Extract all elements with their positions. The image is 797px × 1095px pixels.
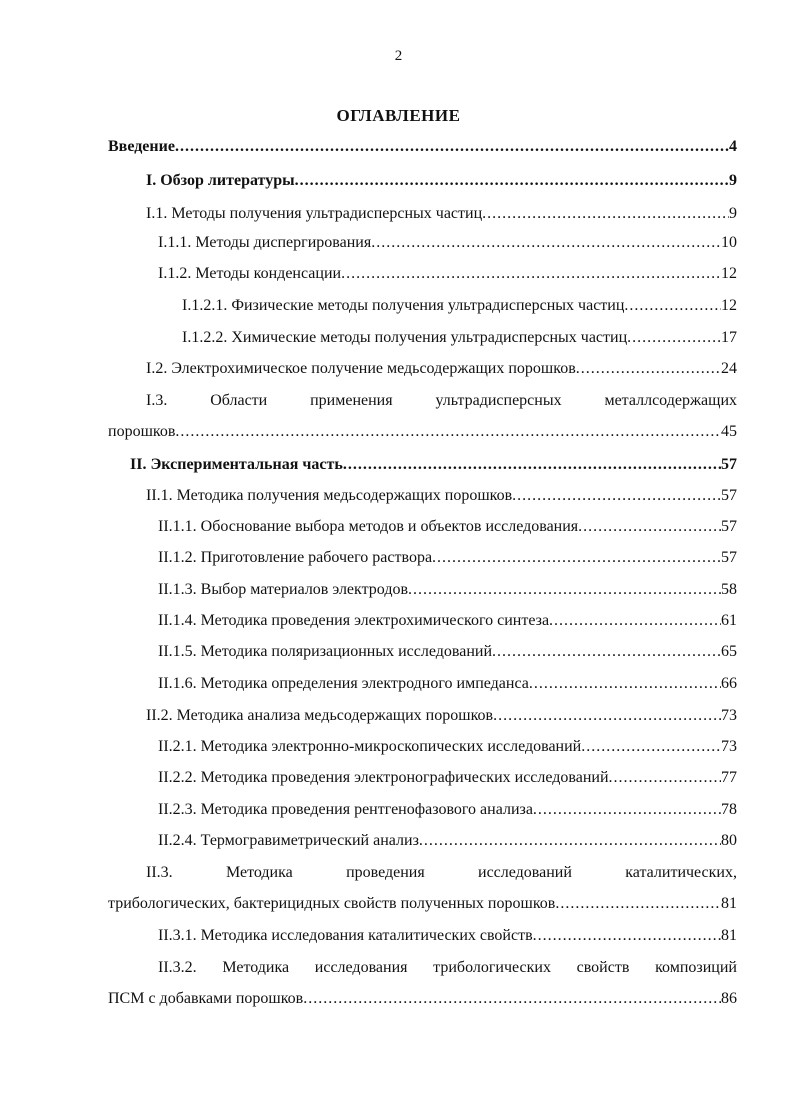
toc-entry-introduction (108, 136, 737, 158)
toc-entry-page: 73 (721, 707, 737, 724)
dot-leader (549, 610, 721, 632)
toc-entry-page: 77 (721, 769, 737, 786)
toc-word: применения (310, 392, 393, 409)
toc-entry-2-1-1 (158, 516, 737, 538)
toc-entry-2-3-2-line1 (158, 957, 737, 979)
toc-entry-2-2-1 (158, 736, 737, 758)
toc-entry-2-3-2-line2 (108, 988, 737, 1010)
toc-entry-1-2 (146, 358, 737, 380)
toc-entry-page: 57 (721, 549, 737, 566)
toc-word: Методика (222, 959, 290, 976)
toc-entry-label: II.1. Методика получения медьсодержащих порошков (146, 487, 513, 504)
toc-word: II.3.2. (158, 959, 197, 976)
toc-entry-2-1 (146, 485, 737, 507)
toc-word: исследований (478, 864, 572, 881)
toc-entry-2-2-4 (158, 830, 737, 852)
toc-entry-2-3-line2 (108, 893, 737, 915)
toc-entry-page: 80 (721, 832, 737, 849)
toc-word: композиций (655, 959, 737, 976)
dot-leader (624, 295, 721, 317)
toc-entry-label: I.2. Электрохимическое получение медьсодержащих порошков (146, 360, 576, 377)
toc-title: ОГЛАВЛЕНИЕ (336, 106, 461, 125)
toc-entry-2-1-2 (158, 547, 737, 569)
toc-word: II.3. (146, 864, 173, 881)
toc-word: проведения (346, 864, 425, 881)
dot-leader (432, 547, 721, 569)
toc-entry-1-1-1 (158, 232, 737, 254)
toc-entry-page: 45 (721, 423, 737, 440)
dot-leader (371, 232, 721, 254)
toc-entry-chapter-2 (130, 454, 737, 476)
toc-entry-page: 73 (721, 738, 737, 755)
toc-entry-page: 12 (721, 297, 737, 314)
toc-entry-page: 57 (721, 487, 737, 504)
dot-leader (627, 327, 721, 349)
dot-leader (581, 736, 721, 758)
toc-entry-page: 57 (721, 456, 737, 473)
dot-leader (576, 358, 721, 380)
dot-leader (341, 263, 721, 285)
toc-entry-page: 10 (721, 234, 737, 251)
toc-entry-label: II.2. Методика анализа медьсодержащих порошков (146, 707, 494, 724)
toc-entry-2-2-3 (158, 799, 737, 821)
toc-word: трибологических (433, 959, 551, 976)
toc-entry-page: 24 (721, 360, 737, 377)
toc-entry-label: II.1.5. Методика поляризационных исследований (158, 643, 493, 660)
toc-entry-page: 81 (721, 927, 737, 944)
dot-leader (533, 799, 721, 821)
dot-leader (493, 705, 721, 727)
toc-word: Методика (225, 864, 293, 881)
toc-entry-label: II.2.2. Методика проведения электронографических исследований (158, 769, 609, 786)
toc-entry-2-2-2 (158, 767, 737, 789)
dot-leader (555, 893, 721, 915)
toc-entry-page: 81 (721, 895, 737, 912)
dot-leader (512, 485, 721, 507)
dot-leader (295, 170, 729, 192)
toc-entry-1-3-line2 (108, 421, 737, 443)
toc-entry-1-1-2-2 (182, 327, 737, 349)
toc-entry-1-1-2 (158, 263, 737, 285)
toc-entry-2-3-1 (158, 925, 737, 947)
toc-entry-page: 61 (721, 612, 737, 629)
toc-entry-label: II.1.2. Приготовление рабочего раствора (158, 549, 433, 566)
toc-entry-2-3-line1 (146, 862, 737, 884)
toc-entry-page: 86 (721, 990, 737, 1007)
dot-leader (408, 579, 721, 601)
toc-entry-page: 57 (721, 518, 737, 535)
dot-leader (492, 641, 721, 663)
toc-entry-2-1-3 (158, 579, 737, 601)
toc-word: Области (210, 392, 268, 409)
toc-entry-2-1-4 (158, 610, 737, 632)
toc-entry-2-1-5 (158, 641, 737, 663)
toc-word: исследования (314, 959, 408, 976)
toc-entry-label: II.1.3. Выбор материалов электродов (158, 581, 409, 598)
toc-word: ультрадисперсных (435, 392, 562, 409)
toc-entry-label: I.1. Методы получения ультрадисперсных частиц (146, 205, 483, 222)
toc-word: каталитических, (625, 864, 737, 881)
toc-word: I.3. (146, 392, 168, 409)
toc-entry-2-1-6 (158, 673, 737, 695)
dot-leader (609, 767, 721, 789)
toc-entry-chapter-1 (146, 170, 737, 192)
dot-leader (175, 136, 729, 158)
toc-entry-label: II.1.6. Методика определения электродного импеданса (158, 675, 529, 692)
toc-entry-page: 4 (729, 138, 737, 155)
toc-entry-2-2 (146, 705, 737, 727)
dot-leader (343, 454, 721, 476)
toc-entry-page: 78 (721, 801, 737, 818)
toc-entry-label: II.2.4. Термогравиметрический анализ (158, 832, 419, 849)
toc-entry-page: 66 (721, 675, 737, 692)
page-number: 2 (394, 48, 403, 64)
toc-entry-1-1-2-1 (182, 295, 737, 317)
toc-entry-label: II.3.1. Методика исследования каталитических свойств (158, 927, 533, 944)
toc-entry-page: 17 (721, 329, 737, 346)
toc-entry-label: II. Экспериментальная часть (130, 456, 343, 473)
toc-entry-page: 58 (721, 581, 737, 598)
toc-entry-label: I.1.2.1. Физические методы получения ультрадисперсных частиц (182, 297, 625, 314)
toc-entry-label: I.1.2.2. Химические методы получения ультрадисперсных частиц (182, 329, 628, 346)
toc-entry-label: I.1.2. Методы конденсации (158, 265, 342, 282)
toc-entry-1-3-line1 (146, 390, 737, 412)
dot-leader (482, 203, 729, 225)
toc-entry-label: порошков (108, 423, 176, 440)
toc-entry-label: ПСМ с добавками порошков (108, 990, 304, 1007)
toc-entry-label: I. Обзор литературы (146, 172, 295, 189)
toc-entry-1-1 (146, 203, 737, 225)
toc-entry-label: II.1.4. Методика проведения электрохимического синтеза (158, 612, 550, 629)
toc-entry-label: II.2.3. Методика проведения рентгенофазового анализа (158, 801, 533, 818)
toc-entry-label: II.2.1. Методика электронно-микроскопических исследований (158, 738, 582, 755)
toc-word: металлсодержащих (604, 392, 737, 409)
dot-leader (529, 673, 721, 695)
dot-leader (303, 988, 721, 1010)
toc-entry-label: Введение (108, 138, 175, 155)
toc-entry-label: II.1.1. Обоснование выбора методов и объектов исследования (158, 518, 579, 535)
dot-leader (533, 925, 721, 947)
toc-entry-page: 9 (729, 172, 737, 189)
dot-leader (419, 830, 721, 852)
toc-entry-page: 65 (721, 643, 737, 660)
dot-leader (578, 516, 721, 538)
toc-entry-page: 9 (729, 205, 737, 222)
toc-entry-page: 12 (721, 265, 737, 282)
toc-word: свойств (576, 959, 630, 976)
dot-leader (175, 421, 721, 443)
toc-entry-label: I.1.1. Методы диспергирования (158, 234, 372, 251)
toc-entry-label: трибологических, бактерицидных свойств полученных порошков (108, 895, 556, 912)
